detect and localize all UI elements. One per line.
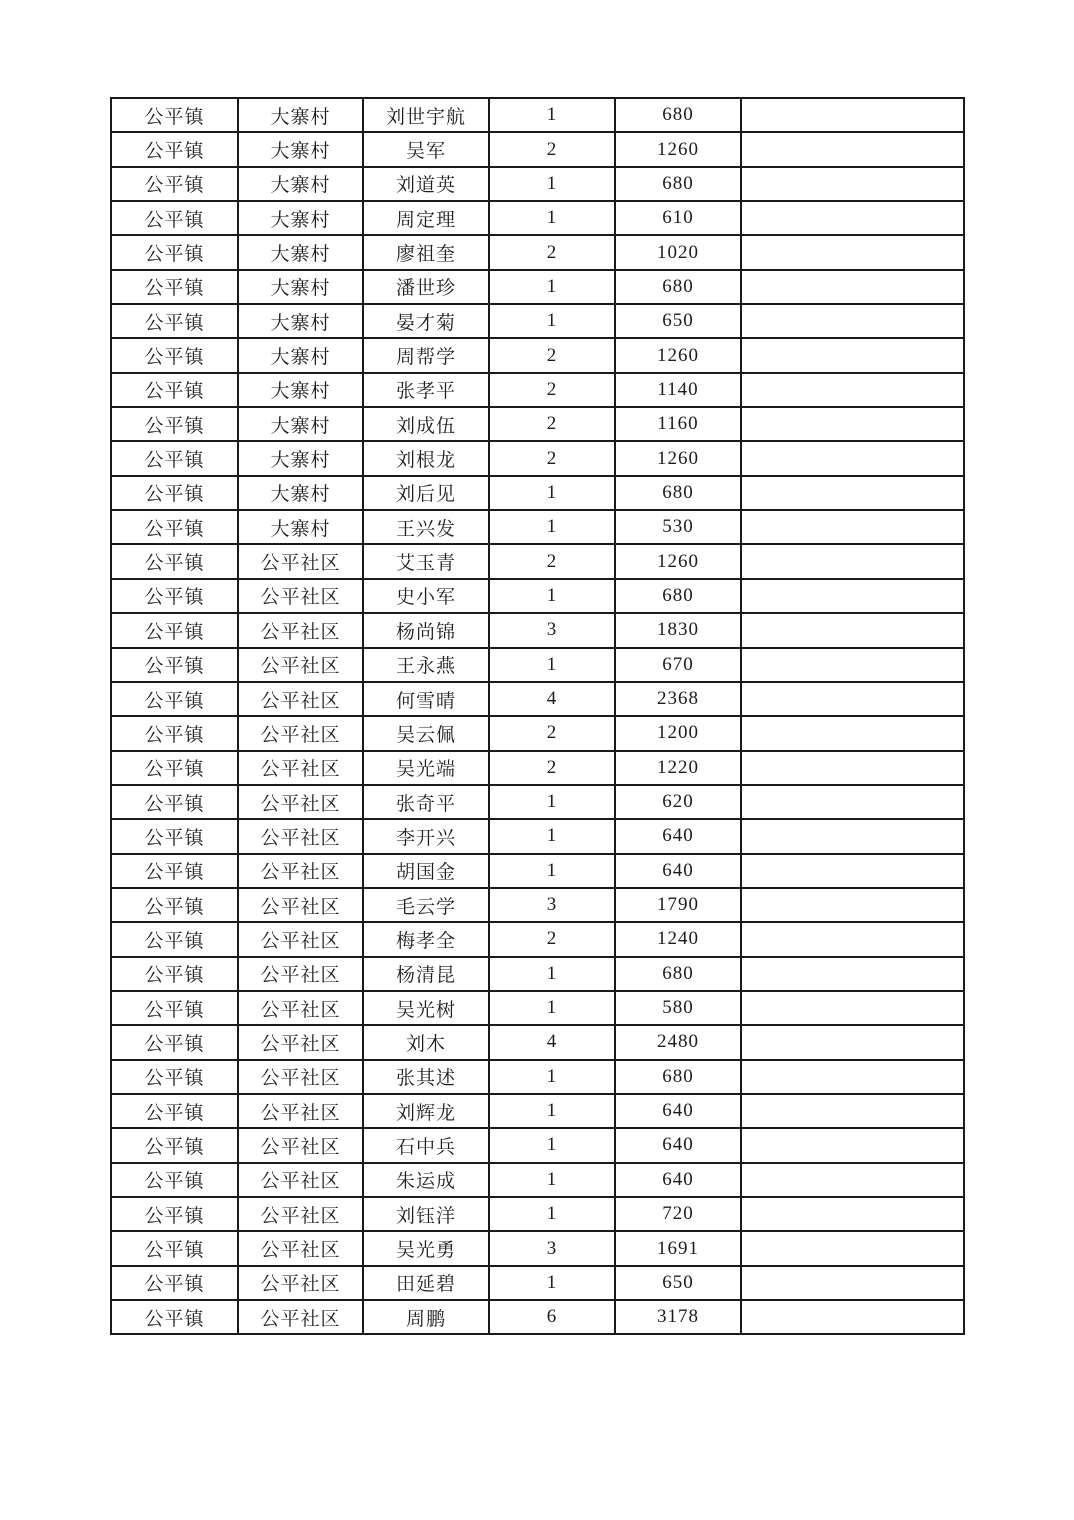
table-row [111,98,964,132]
table-body [111,98,964,1334]
cell-note [741,579,964,613]
cell-amount: 680 [615,476,741,510]
cell-amount: 1140 [615,373,741,407]
cell-town: 公平镇 [111,441,238,475]
table-row [111,544,964,578]
cell-village: 公平社区 [238,1094,363,1128]
cell-village: 公平社区 [238,1060,363,1094]
cell-count: 2 [489,235,615,269]
cell-note [741,1060,964,1094]
cell-town: 公平镇 [111,1266,238,1300]
cell-village: 公平社区 [238,751,363,785]
cell-name: 晏才菊 [363,304,489,338]
cell-town: 公平镇 [111,1231,238,1265]
cell-town: 公平镇 [111,888,238,922]
cell-name: 刘后见 [363,476,489,510]
cell-name: 吴光勇 [363,1231,489,1265]
cell-note [741,270,964,304]
cell-town: 公平镇 [111,819,238,853]
cell-name: 艾玉青 [363,544,489,578]
cell-name: 刘世宇航 [363,98,489,132]
cell-note [741,716,964,750]
cell-count: 2 [489,373,615,407]
cell-town: 公平镇 [111,648,238,682]
cell-note [741,922,964,956]
cell-village: 大寨村 [238,476,363,510]
cell-note [741,682,964,716]
cell-town: 公平镇 [111,476,238,510]
cell-name: 杨尚锦 [363,613,489,647]
cell-town: 公平镇 [111,854,238,888]
cell-note [741,132,964,166]
cell-amount: 1260 [615,544,741,578]
cell-name: 史小军 [363,579,489,613]
cell-amount: 580 [615,991,741,1025]
table-row [111,132,964,166]
cell-village: 公平社区 [238,819,363,853]
table-row [111,1197,964,1231]
cell-amount: 650 [615,1266,741,1300]
cell-note [741,819,964,853]
cell-count: 1 [489,1094,615,1128]
table-row [111,785,964,819]
cell-amount: 1260 [615,441,741,475]
cell-count: 6 [489,1300,615,1334]
table-row [111,888,964,922]
cell-village: 大寨村 [238,441,363,475]
cell-amount: 1830 [615,613,741,647]
cell-name: 王永燕 [363,648,489,682]
cell-village: 公平社区 [238,682,363,716]
cell-note [741,1094,964,1128]
cell-name: 胡国金 [363,854,489,888]
cell-note [741,1266,964,1300]
cell-name: 张孝平 [363,373,489,407]
cell-name: 何雪晴 [363,682,489,716]
table-row [111,854,964,888]
cell-name: 吴云佩 [363,716,489,750]
cell-count: 1 [489,1197,615,1231]
cell-town: 公平镇 [111,1094,238,1128]
cell-count: 1 [489,510,615,544]
table-row [111,201,964,235]
cell-village: 大寨村 [238,510,363,544]
cell-note [741,1025,964,1059]
table-row [111,1300,964,1334]
cell-town: 公平镇 [111,991,238,1025]
cell-count: 3 [489,1231,615,1265]
cell-count: 1 [489,957,615,991]
cell-village: 公平社区 [238,544,363,578]
cell-amount: 640 [615,1163,741,1197]
cell-town: 公平镇 [111,682,238,716]
cell-name: 吴光端 [363,751,489,785]
cell-name: 刘道英 [363,167,489,201]
cell-amount: 640 [615,854,741,888]
table-row [111,716,964,750]
table-row [111,1060,964,1094]
cell-count: 1 [489,270,615,304]
cell-village: 大寨村 [238,407,363,441]
cell-name: 张奇平 [363,785,489,819]
cell-village: 大寨村 [238,304,363,338]
cell-amount: 670 [615,648,741,682]
cell-amount: 1200 [615,716,741,750]
cell-note [741,1163,964,1197]
cell-town: 公平镇 [111,98,238,132]
cell-town: 公平镇 [111,167,238,201]
cell-village: 公平社区 [238,1197,363,1231]
cell-amount: 1260 [615,132,741,166]
table-row [111,476,964,510]
cell-note [741,854,964,888]
cell-name: 石中兵 [363,1128,489,1162]
cell-village: 公平社区 [238,991,363,1025]
cell-note [741,98,964,132]
cell-town: 公平镇 [111,1163,238,1197]
cell-amount: 2368 [615,682,741,716]
cell-amount: 680 [615,270,741,304]
cell-note [741,1128,964,1162]
table-row [111,407,964,441]
cell-name: 梅孝全 [363,922,489,956]
cell-count: 2 [489,922,615,956]
data-table [110,97,965,1335]
cell-name: 吴军 [363,132,489,166]
table-row [111,957,964,991]
table-row [111,338,964,372]
cell-count: 1 [489,476,615,510]
cell-count: 2 [489,751,615,785]
cell-amount: 3178 [615,1300,741,1334]
table-row [111,922,964,956]
cell-town: 公平镇 [111,407,238,441]
cell-name: 朱运成 [363,1163,489,1197]
cell-note [741,544,964,578]
cell-name: 周定理 [363,201,489,235]
cell-name: 毛云学 [363,888,489,922]
table-row [111,751,964,785]
table-row [111,682,964,716]
cell-town: 公平镇 [111,957,238,991]
cell-town: 公平镇 [111,716,238,750]
cell-name: 刘成伍 [363,407,489,441]
cell-count: 2 [489,544,615,578]
cell-name: 杨清昆 [363,957,489,991]
cell-amount: 1020 [615,235,741,269]
cell-town: 公平镇 [111,785,238,819]
table-row [111,235,964,269]
cell-village: 公平社区 [238,1128,363,1162]
cell-count: 2 [489,338,615,372]
cell-name: 李开兴 [363,819,489,853]
cell-town: 公平镇 [111,922,238,956]
cell-town: 公平镇 [111,132,238,166]
cell-note [741,407,964,441]
cell-name: 田延碧 [363,1266,489,1300]
cell-amount: 530 [615,510,741,544]
cell-village: 公平社区 [238,888,363,922]
cell-note [741,338,964,372]
cell-name: 王兴发 [363,510,489,544]
table-row [111,991,964,1025]
cell-count: 1 [489,1163,615,1197]
cell-amount: 1790 [615,888,741,922]
cell-village: 公平社区 [238,579,363,613]
cell-count: 1 [489,579,615,613]
cell-count: 2 [489,132,615,166]
cell-note [741,888,964,922]
cell-amount: 640 [615,1128,741,1162]
cell-name: 周帮学 [363,338,489,372]
cell-town: 公平镇 [111,235,238,269]
cell-village: 公平社区 [238,1231,363,1265]
cell-town: 公平镇 [111,544,238,578]
cell-village: 公平社区 [238,957,363,991]
cell-amount: 1691 [615,1231,741,1265]
cell-village: 大寨村 [238,201,363,235]
cell-town: 公平镇 [111,304,238,338]
cell-count: 1 [489,98,615,132]
cell-village: 大寨村 [238,373,363,407]
cell-village: 大寨村 [238,338,363,372]
cell-note [741,441,964,475]
cell-count: 3 [489,613,615,647]
cell-town: 公平镇 [111,373,238,407]
cell-count: 2 [489,441,615,475]
cell-note [741,785,964,819]
cell-amount: 1160 [615,407,741,441]
cell-amount: 720 [615,1197,741,1231]
cell-name: 刘木 [363,1025,489,1059]
cell-count: 1 [489,991,615,1025]
cell-name: 刘根龙 [363,441,489,475]
cell-note [741,1231,964,1265]
cell-town: 公平镇 [111,1300,238,1334]
cell-count: 1 [489,1266,615,1300]
cell-town: 公平镇 [111,270,238,304]
cell-count: 1 [489,854,615,888]
cell-village: 公平社区 [238,922,363,956]
cell-name: 周鹏 [363,1300,489,1334]
cell-village: 公平社区 [238,854,363,888]
cell-village: 公平社区 [238,1025,363,1059]
cell-note [741,167,964,201]
cell-amount: 680 [615,167,741,201]
cell-note [741,235,964,269]
cell-count: 1 [489,1128,615,1162]
cell-village: 公平社区 [238,1266,363,1300]
table-row [111,510,964,544]
table-row [111,167,964,201]
cell-town: 公平镇 [111,613,238,647]
cell-amount: 680 [615,957,741,991]
cell-note [741,373,964,407]
cell-amount: 640 [615,819,741,853]
table-row [111,1231,964,1265]
cell-name: 吴光树 [363,991,489,1025]
cell-amount: 1240 [615,922,741,956]
cell-note [741,991,964,1025]
cell-name: 廖祖奎 [363,235,489,269]
cell-note [741,613,964,647]
cell-village: 大寨村 [238,235,363,269]
cell-village: 公平社区 [238,716,363,750]
table-row [111,1128,964,1162]
cell-count: 2 [489,716,615,750]
cell-town: 公平镇 [111,1128,238,1162]
cell-count: 1 [489,1060,615,1094]
cell-name: 刘辉龙 [363,1094,489,1128]
cell-town: 公平镇 [111,338,238,372]
table-row [111,819,964,853]
table-row [111,441,964,475]
cell-count: 1 [489,167,615,201]
table-row [111,613,964,647]
cell-town: 公平镇 [111,579,238,613]
cell-count: 1 [489,819,615,853]
cell-count: 1 [489,648,615,682]
cell-count: 1 [489,304,615,338]
cell-name: 刘钰洋 [363,1197,489,1231]
cell-village: 大寨村 [238,270,363,304]
cell-count: 3 [489,888,615,922]
cell-amount: 680 [615,1060,741,1094]
cell-town: 公平镇 [111,510,238,544]
cell-note [741,648,964,682]
cell-town: 公平镇 [111,1025,238,1059]
table-row [111,1025,964,1059]
cell-note [741,1197,964,1231]
cell-count: 1 [489,785,615,819]
table-row [111,1163,964,1197]
cell-village: 公平社区 [238,613,363,647]
cell-amount: 620 [615,785,741,819]
table-row [111,1094,964,1128]
cell-count: 4 [489,1025,615,1059]
cell-village: 公平社区 [238,1163,363,1197]
cell-note [741,476,964,510]
cell-name: 张其述 [363,1060,489,1094]
cell-village: 大寨村 [238,132,363,166]
cell-name: 潘世珍 [363,270,489,304]
cell-note [741,201,964,235]
table-row [111,270,964,304]
table-row [111,373,964,407]
cell-amount: 640 [615,1094,741,1128]
cell-amount: 1220 [615,751,741,785]
cell-town: 公平镇 [111,1197,238,1231]
cell-village: 大寨村 [238,98,363,132]
cell-amount: 2480 [615,1025,741,1059]
cell-note [741,510,964,544]
table-row [111,579,964,613]
cell-note [741,957,964,991]
cell-note [741,1300,964,1334]
cell-town: 公平镇 [111,1060,238,1094]
cell-amount: 650 [615,304,741,338]
cell-village: 公平社区 [238,1300,363,1334]
cell-count: 1 [489,201,615,235]
cell-village: 大寨村 [238,167,363,201]
cell-amount: 610 [615,201,741,235]
cell-town: 公平镇 [111,201,238,235]
table-row [111,304,964,338]
cell-village: 公平社区 [238,785,363,819]
cell-count: 4 [489,682,615,716]
cell-amount: 1260 [615,338,741,372]
cell-amount: 680 [615,579,741,613]
cell-note [741,751,964,785]
table-row [111,648,964,682]
cell-town: 公平镇 [111,751,238,785]
table-row [111,1266,964,1300]
cell-village: 公平社区 [238,648,363,682]
cell-amount: 680 [615,98,741,132]
cell-count: 2 [489,407,615,441]
cell-note [741,304,964,338]
